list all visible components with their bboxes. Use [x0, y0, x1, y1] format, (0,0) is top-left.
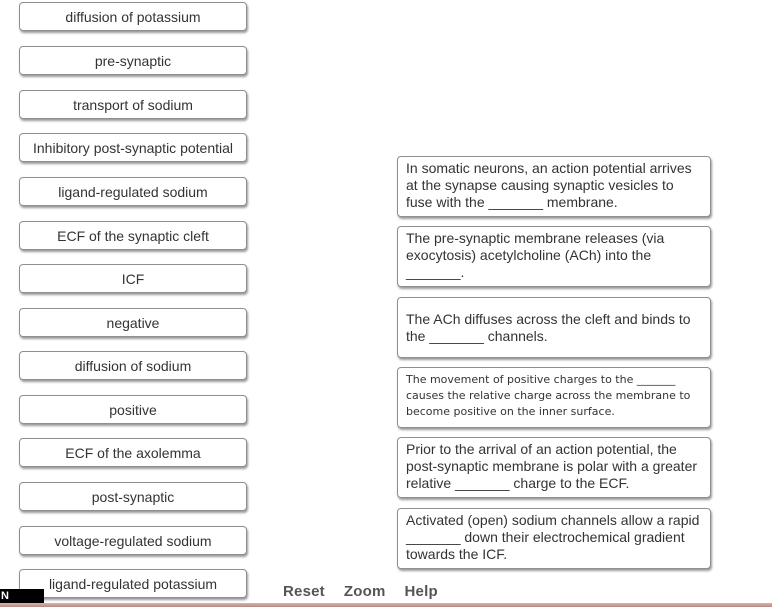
term-tile[interactable]: diffusion of potassium — [19, 2, 247, 31]
reset-button[interactable]: Reset — [283, 583, 325, 600]
statement-text: The ACh diffuses across the cleft and binds to the _______ channels. — [406, 311, 691, 344]
term-tile[interactable]: post-synaptic — [19, 482, 247, 511]
help-button[interactable]: Help — [404, 583, 438, 600]
term-tile[interactable]: ligand-regulated potassium — [19, 569, 247, 598]
statement-text: The movement of positive charges to the _______ causes the relative charge across the membrane to become positive on the inner surface. — [406, 373, 691, 418]
statement-text: The pre-synaptic membrane releases (via exocytosis) acetylcholine (ACh) into the _______. — [406, 230, 665, 280]
statement-text: Activated (open) sodium channels allow a rapid _______ down their electrochemical gradient towards the ICF. — [406, 512, 700, 562]
bottom-divider — [0, 603, 772, 607]
logo-mark: N — [1, 590, 9, 602]
toolbar — [283, 583, 438, 600]
statement-target[interactable] — [397, 367, 711, 428]
term-tile[interactable]: ligand-regulated sodium — [19, 177, 247, 206]
term-tile[interactable]: diffusion of sodium — [19, 351, 247, 380]
term-tile[interactable]: positive — [19, 395, 247, 424]
statement-text: In somatic neurons, an action potential arrives at the synapse causing synaptic vesicles to fuse with the _______ membrane. — [406, 160, 692, 210]
statement-target[interactable] — [397, 437, 711, 498]
statement-text: Prior to the arrival of an action potential, the post-synaptic membrane is polar with a greater relative _______ charge to the ECF. — [406, 441, 698, 491]
term-tile[interactable]: ECF of the synaptic cleft — [19, 221, 247, 250]
term-tile[interactable]: negative — [19, 308, 247, 337]
statement-target[interactable] — [397, 226, 711, 287]
term-tile[interactable]: ECF of the axolemma — [19, 438, 247, 467]
term-tile[interactable]: transport of sodium — [19, 90, 247, 119]
term-tile[interactable]: Inhibitory post-synaptic potential — [19, 133, 247, 162]
term-tile[interactable]: ICF — [19, 264, 247, 293]
term-tile[interactable]: voltage-regulated sodium — [19, 526, 247, 555]
statement-target[interactable] — [397, 156, 711, 217]
zoom-button[interactable]: Zoom — [343, 583, 386, 600]
term-tile[interactable]: pre-synaptic — [19, 46, 247, 75]
statement-target[interactable] — [397, 297, 711, 358]
statement-target[interactable] — [397, 508, 711, 569]
